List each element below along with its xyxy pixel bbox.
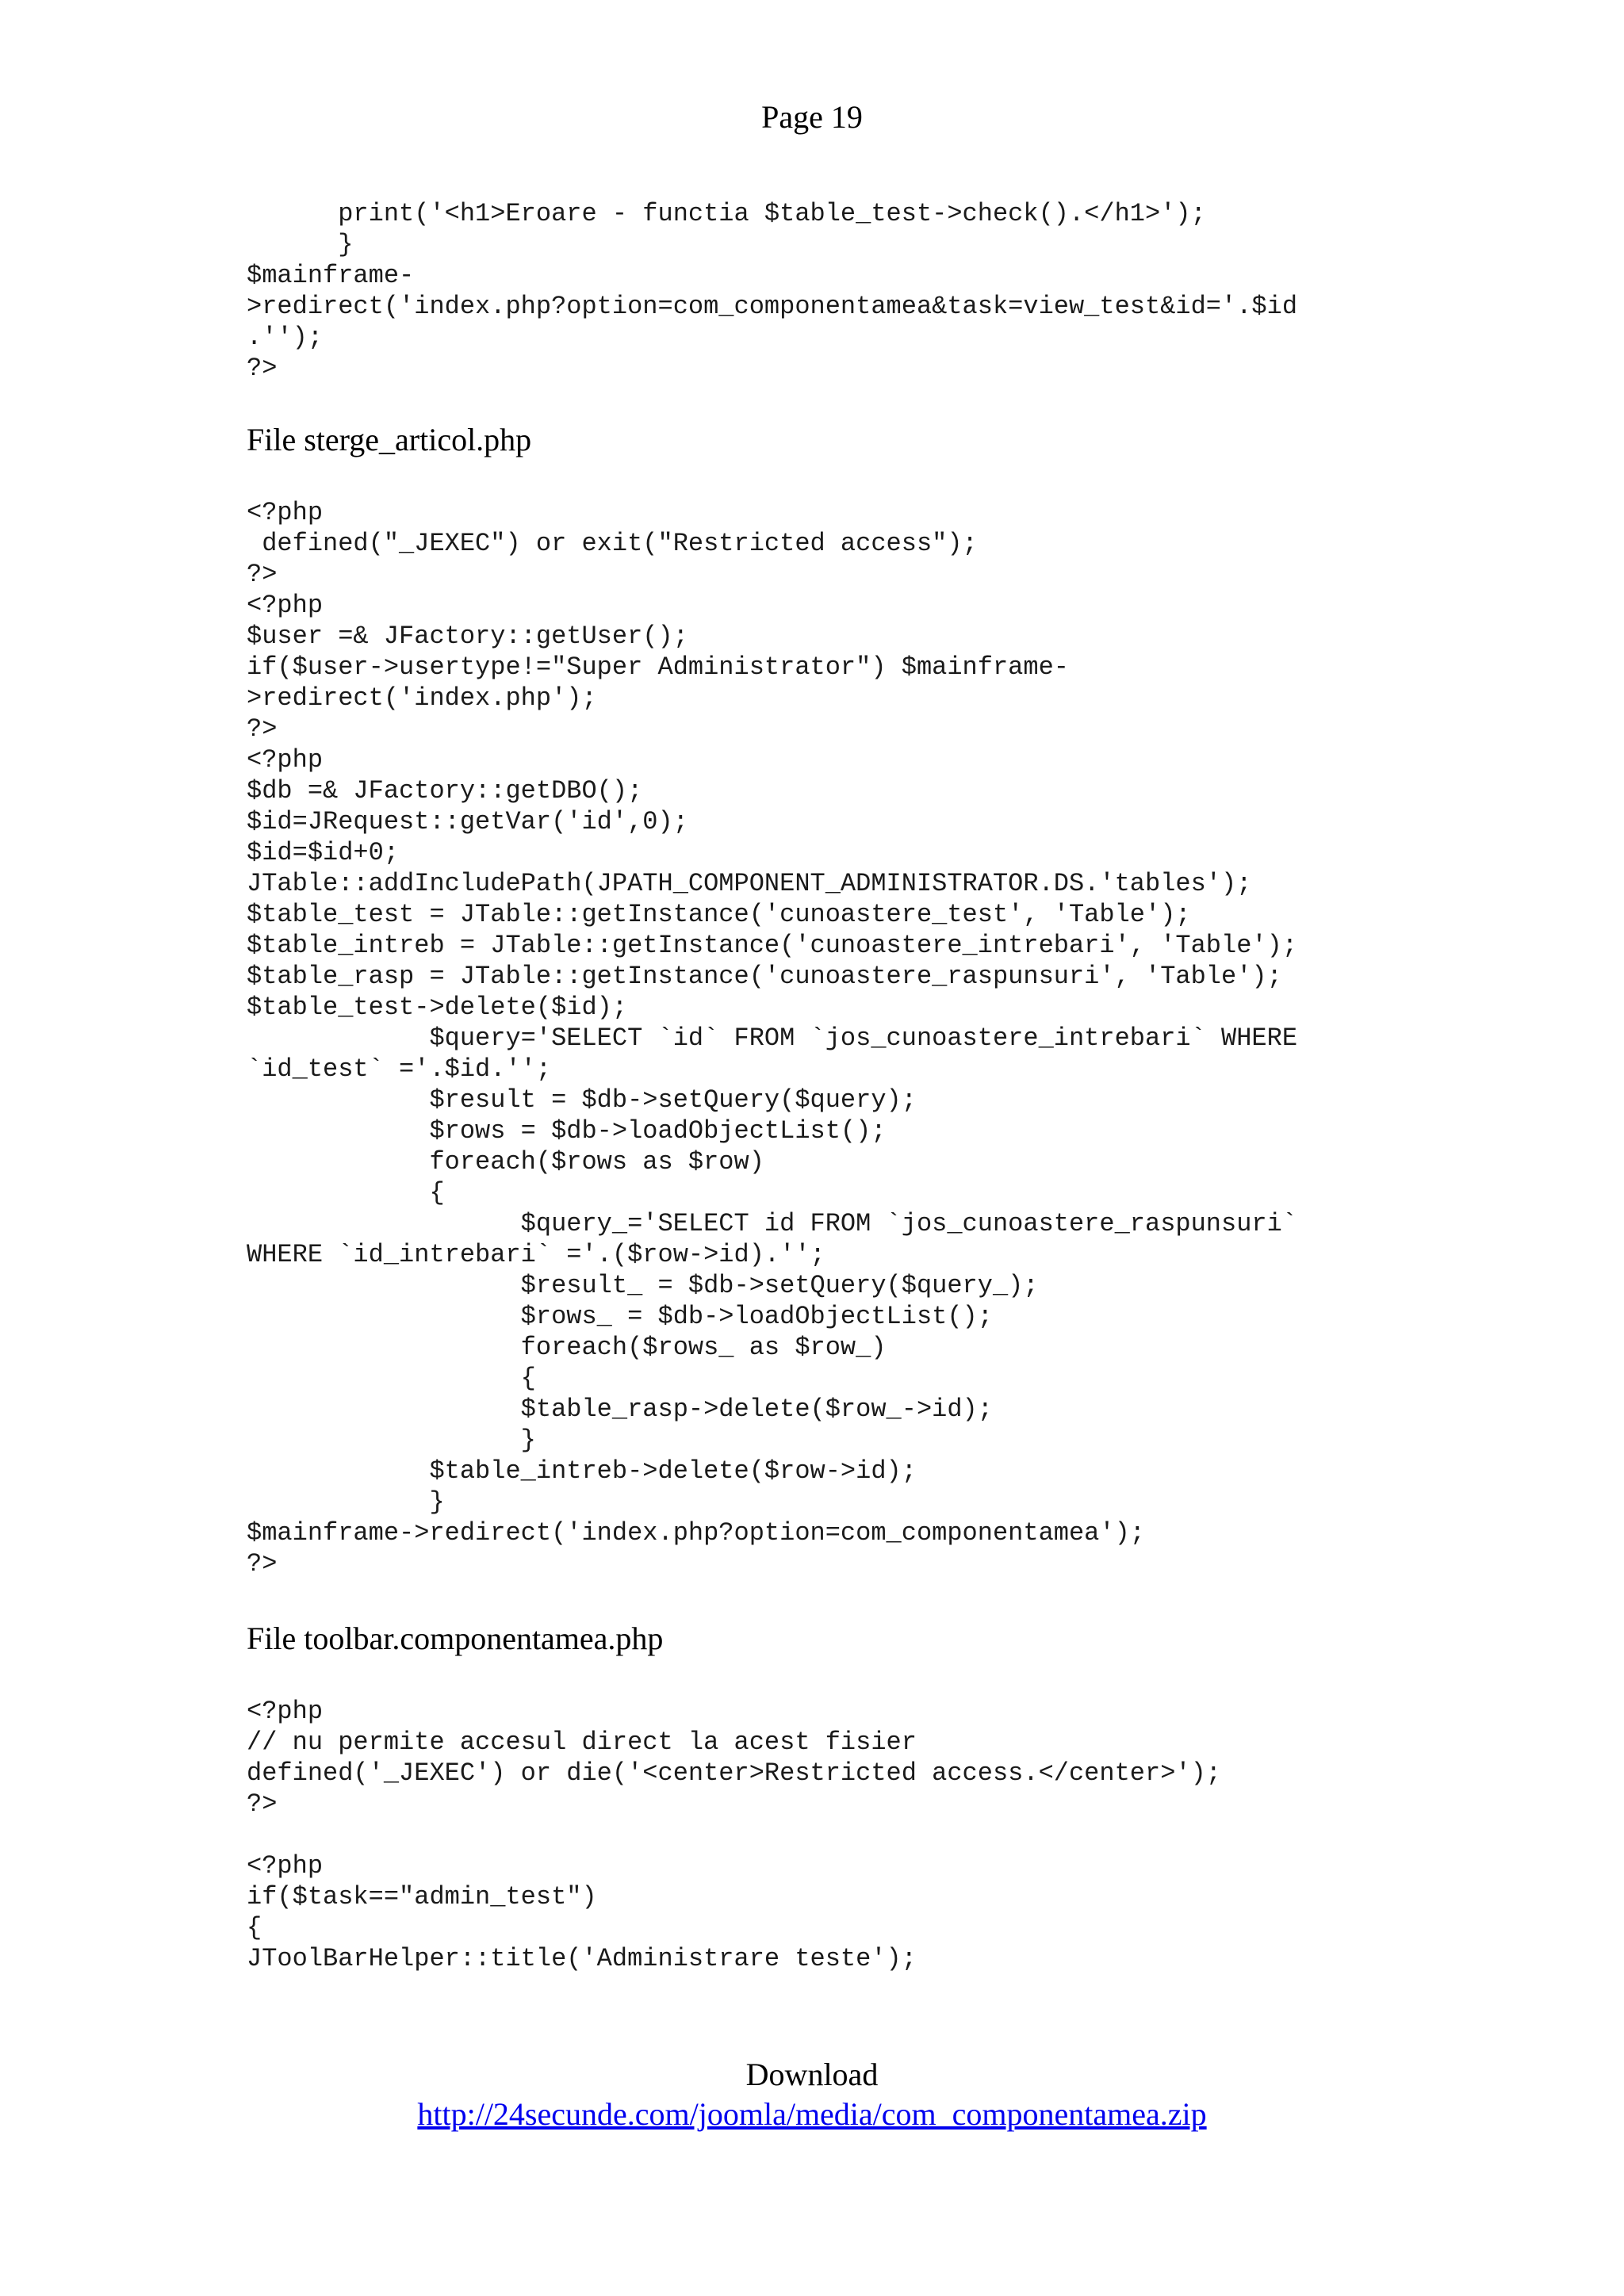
file-heading-sterge-articol: File sterge_articol.php <box>247 422 532 457</box>
page-number: Page 19 <box>761 99 863 135</box>
code-block-sterge-articol: <?php defined("_JEXEC") or exit("Restricted access"); ?> <?php $user =& JFactory::getUser(); if($user->usertype!="Super Administrator") $mainframe- >redirect('index.php'); ?> <?php $db =& JFactory::getDBO(); $id=JRequest::getVar('id',0); $id=$id+0; JTable::addIncludePath(JPATH_COMPONENT_ADMINISTRATOR.DS.'tables'); $table_test = JTable::getInstance('cunoastere_test', 'Table'); $table_intreb = JTable::getInstance('cunoastere_intrebari', 'Table'); $table_rasp = JTable::getInstance('cunoastere_raspunsuri', 'Table'); $table_test->delete($id); $query='SELECT `id` FROM `jos_cunoastere_intrebari` WHERE `id_test` ='.$id.''; $result = $db->setQuery($query); $rows = $db->loadObjectList(); foreach($rows as $row) { $query_='SELECT id FROM `jos_cunoastere_raspunsuri` WHERE `id_intrebari` ='.($row->id).''; $result_ = $db->setQuery($query_); $rows_ = $db->loadObjectList(); foreach($rows_ as $row_) { $table_rasp->delete($row_->id); } $table_intreb->delete($row->id); } $mainframe->redirect('index.php?option=com_componentamea'); ?> <box>247 498 1298 1578</box>
download-footer <box>0 2055 1624 2134</box>
download-label: Download <box>745 2057 879 2092</box>
file-heading-toolbar: File toolbar.componentamea.php <box>247 1621 664 1656</box>
download-link[interactable]: http://24secunde.com/joomla/media/com_componentamea.zip <box>417 2096 1207 2132</box>
code-block-redirect: print('<h1>Eroare - functia $table_test->check().</h1>'); } $mainframe- >redirect('index.php?option=com_componentamea&task=view_test&id='.$id .''); ?> <box>247 199 1298 383</box>
code-block-toolbar: <?php // nu permite accesul direct la acest fisier defined('_JEXEC') or die('<center>Restricted access.</center>'); ?> <?php if($task=="admin_test") { JToolBarHelper::title('Administrare teste'); <box>247 1697 1221 1973</box>
